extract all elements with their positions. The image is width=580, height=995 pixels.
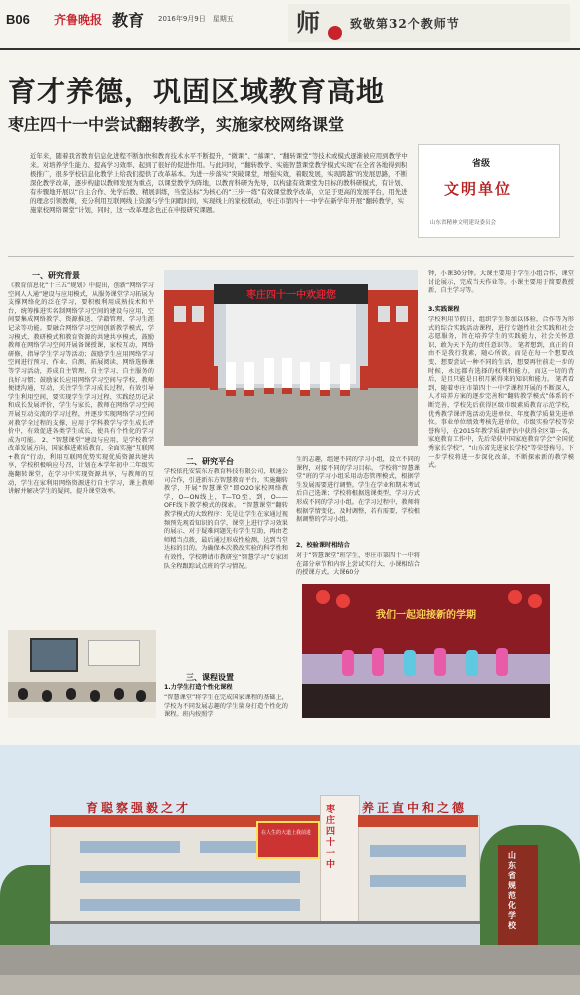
gate-banner: 枣庄四十一中欢迎您 (246, 290, 336, 301)
col3-body-3: 对于“智慧课堂”班学生，枣庄市第四十一中将在部分章节和内容上尝试实行大、小课相结合的授课方式。大课60分 (296, 552, 420, 577)
plaque-title: 文明单位 (444, 180, 513, 198)
plaque-level: 省级 (472, 159, 491, 169)
sub-heading-1: 1.力学生打造个性化课程 (164, 684, 233, 691)
paper-name: 齐鲁晚报 (54, 13, 103, 27)
campus-building-photo (0, 745, 580, 995)
left-slogan: 育聪察强毅之才 (86, 801, 192, 815)
col4-body-2 (428, 316, 574, 580)
col3-body (296, 456, 420, 540)
classroom-photo (8, 630, 156, 718)
heading-curriculum: 三、课程设置 (186, 673, 234, 682)
school-gate-photo (164, 270, 418, 446)
col2-body-text-2: “智慧课堂”翻转教学模式的大致程序：先是让学生在家通过视频预先观看知识的自学，课堂上进行学习效果的展示、对于疑难问题先有学生互助，再由老师精当点拨，最后通过形成性检测，达到当堂达标的目的。为确保本次教改实验的科学性和有效性，学校聘请市教研室“智慧学习”专家团队全程跟踪试点班的学习情况。 (164, 502, 288, 570)
subheadline: 枣庄四十一中尝试翻转教学，实施家校网络课堂 (8, 115, 345, 134)
stage-banner: 我们一起迎接新的学期 (376, 610, 476, 621)
banner-text: 致敬第32个教师节 (350, 17, 460, 31)
col2-body-text: 学校依托安装东方教育科技有限公司，联通公司合作，引进新东方智慧教育平台，实施翻转教学，开展“智慧课堂”即O2O家校网络教学，O—ON线上，T—TO至，到，O——OFF线下教学模式的探索。 (164, 468, 288, 510)
col1-body (8, 282, 154, 622)
col3-body-text: 生的志趣，组建不同的学习小组，设立不同的课程，对接不同的学习目标。 (296, 456, 420, 472)
col1-body-text: 《教育信息化“十三五”规划》中提出，创新“网络学习空间人人通”建设与应用模式，从服务课堂学习拓展为支撑网络化的泛在学习，要积极利用成熟技术和平台，统筹推进实名制网络学习空间的建设与应用，空间要集成网络教学、资源推送、学籍管理、学习生涯记录等功能。要融合网络学习空间创新教学模式，学习模式、教研模式和教育资源的共建共享模式，鼓励教师在网络学习空间开展备课授课，家校互动，网络研修，指导学生学习等活动；鼓励学生应用网络学习空间进行预习、作业、自测、拓展阅读、网络选修课等学习活动，养成自主管理、自主学习、自主服务的良好习惯；鼓励家长应用网络学习空间与学校、教师便捷沟通，互动，关注学生学习成长过程，有效引导学生利用空间，要实现学生学习过程、实践经历记录和成长发展评价，学生与家长，教师在网络学习空间开展互动交流的学习过程，并逐步实现网络学习空间对教学全过程的支撑，应用于学科教学与学生成长评价中，有效促进各类学生成长，使具有个性化的学习成为可能。 (8, 282, 154, 444)
intro-paragraph: 近年来，随着我省教育信息化进程不断加快和教育技术水平不断提升，“微课”、“慕课”、“翻转课堂”等技术或模式逐渐被应用到教学中来。对培养学生能力、提高学习效率、起到了很好的促进作用。与此同时，“翻转教学、实施智慧课堂教学模式实现“在全省各地得到积极推广，很多学校信息化教学上给我们提供了改革基本。为进一步落实“突破课堂，增强实效，着眼发展，实现跨越”的发展思路，不断深化教学改革，逐步构建以教师发展为重点，以课堂教学为阵地，以教育科研为先导，以构建有效课堂为目标的教科研模式，有计划、有步骤地开展以“自主合作、先学后教、精展训练，当堂达标”为核心的“三步一练”有效课堂教学改革，立足于更高的发展平台，用先进的理念引领教师，充分利用互联网线上资源与学生闲暇时间，实现线上的家校联动，枣庄市第四十一中学在新学年开展“翻转教学，实施家校网络课堂”计划，同时，这一改革理念也正在申报研究课题。 (30, 152, 408, 214)
banner-seal-icon (328, 26, 342, 40)
school-sign: 山东省规范化学校 (508, 851, 516, 930)
divider (8, 256, 574, 257)
col3-body-text-2: 学校将“智慧课堂”班的学习小组采用动态管理模式，根据学生发展需要进行调整。学生在学业和期末考试后自己选课；学校将根据选课类型，学习方式形成不同的学习小组。在学习过程中，教师将根据学情变化，及时调整，若有需要，学校根据调整的学习小组。 (296, 464, 420, 524)
plaque-issuer: 山东省精神文明建设委员会 (430, 220, 497, 226)
heading-platform: 二、研究平台 (186, 457, 234, 466)
col4-body-text-4: 笔者看到，随着枣庄市第四十一中学课程开展的不断深入，人才培养方案的逐步完善和“翻转教学模式”体系的不断完善，学校先后获得区级市级素质教育示范学校，优秀教学课评选活动先进单位、年度教学质量先进单位。事业单位绩效考核先进单位，市级实验学校等荣誉称号，在2015年教学质量评估中获得全区第一名，家庭教育工作中，先后荣获中国家庭教育学会“全国优秀家长学校”、“山东省先进家长学校”等荣誉称号。下一步学校将进一步深化改革，不断探索新的教学模式。 (428, 376, 574, 470)
col4-body-text-3: 笔者想到，真正的自由不是我行我素，随心所欲。而是在每一个想要改变、想要尝试一种不同的生活，想要再往前走一步的时候，永远都有选择的权利和能力，而这一切的背后，是且只能是日积月累得来的知识和能力。 (428, 341, 574, 384)
issue-date: 2016年9月9日 星期五 (158, 15, 234, 23)
col2-body (164, 468, 288, 668)
headline: 育才养德，巩固区域教育高地 (8, 75, 386, 108)
led-screen: 在人生的大道上我前进 (260, 830, 311, 836)
stage-performance-photo (302, 584, 550, 718)
tower-text: 枣庄四十一中 (326, 805, 336, 870)
col4-body: 钟，小课30分钟。大课主要用于学生小组合作，课堂讨论展示，完成当天作业等。小课主要用于简要教授新、自主学习等。 (428, 270, 574, 295)
col2-body-3: “智慧课堂”将学生在完成国家课程的基础上，学校为不同发展志趣的学生量身打造个性化的课程。班内按照学 (164, 694, 288, 719)
sub-heading-3: 3.实践课程 (428, 306, 460, 313)
col4-body-text-2: 学校利用节假日，组织学生参加以体验，合作等为形式的综合实践活动课程，进行专题性社会实践和社会志愿服务，旨在培养学生的实践能力，社会关怀意识，敢为天下先的责任意识等。 (428, 316, 574, 349)
col1-body-text-2: 2、“智慧课堂”建设与应用，是学校教学改革发展方向，国家推进素质教育，全面实施“互联网+教育”行动，利用互联网优势实现优质资源共建共享，学校积极响应号召，计划在本学年初中二年级实施翻转课堂，在学习中实现资源共享，与教师的互动，学生在家利用网络资源进行自主学习，课上教师讲解并解决学生的疑问，提升课堂效率。 (8, 436, 154, 496)
sub-heading-2: 2、校验课时相结合 (296, 542, 350, 549)
right-slogan: 养正直中和之德 (362, 801, 468, 815)
heading-background: 一、研究背景 (32, 271, 80, 280)
section-title: 教育 (112, 11, 145, 30)
banner-calligraphy: 师 (296, 8, 320, 37)
page-number: B06 (6, 12, 30, 27)
